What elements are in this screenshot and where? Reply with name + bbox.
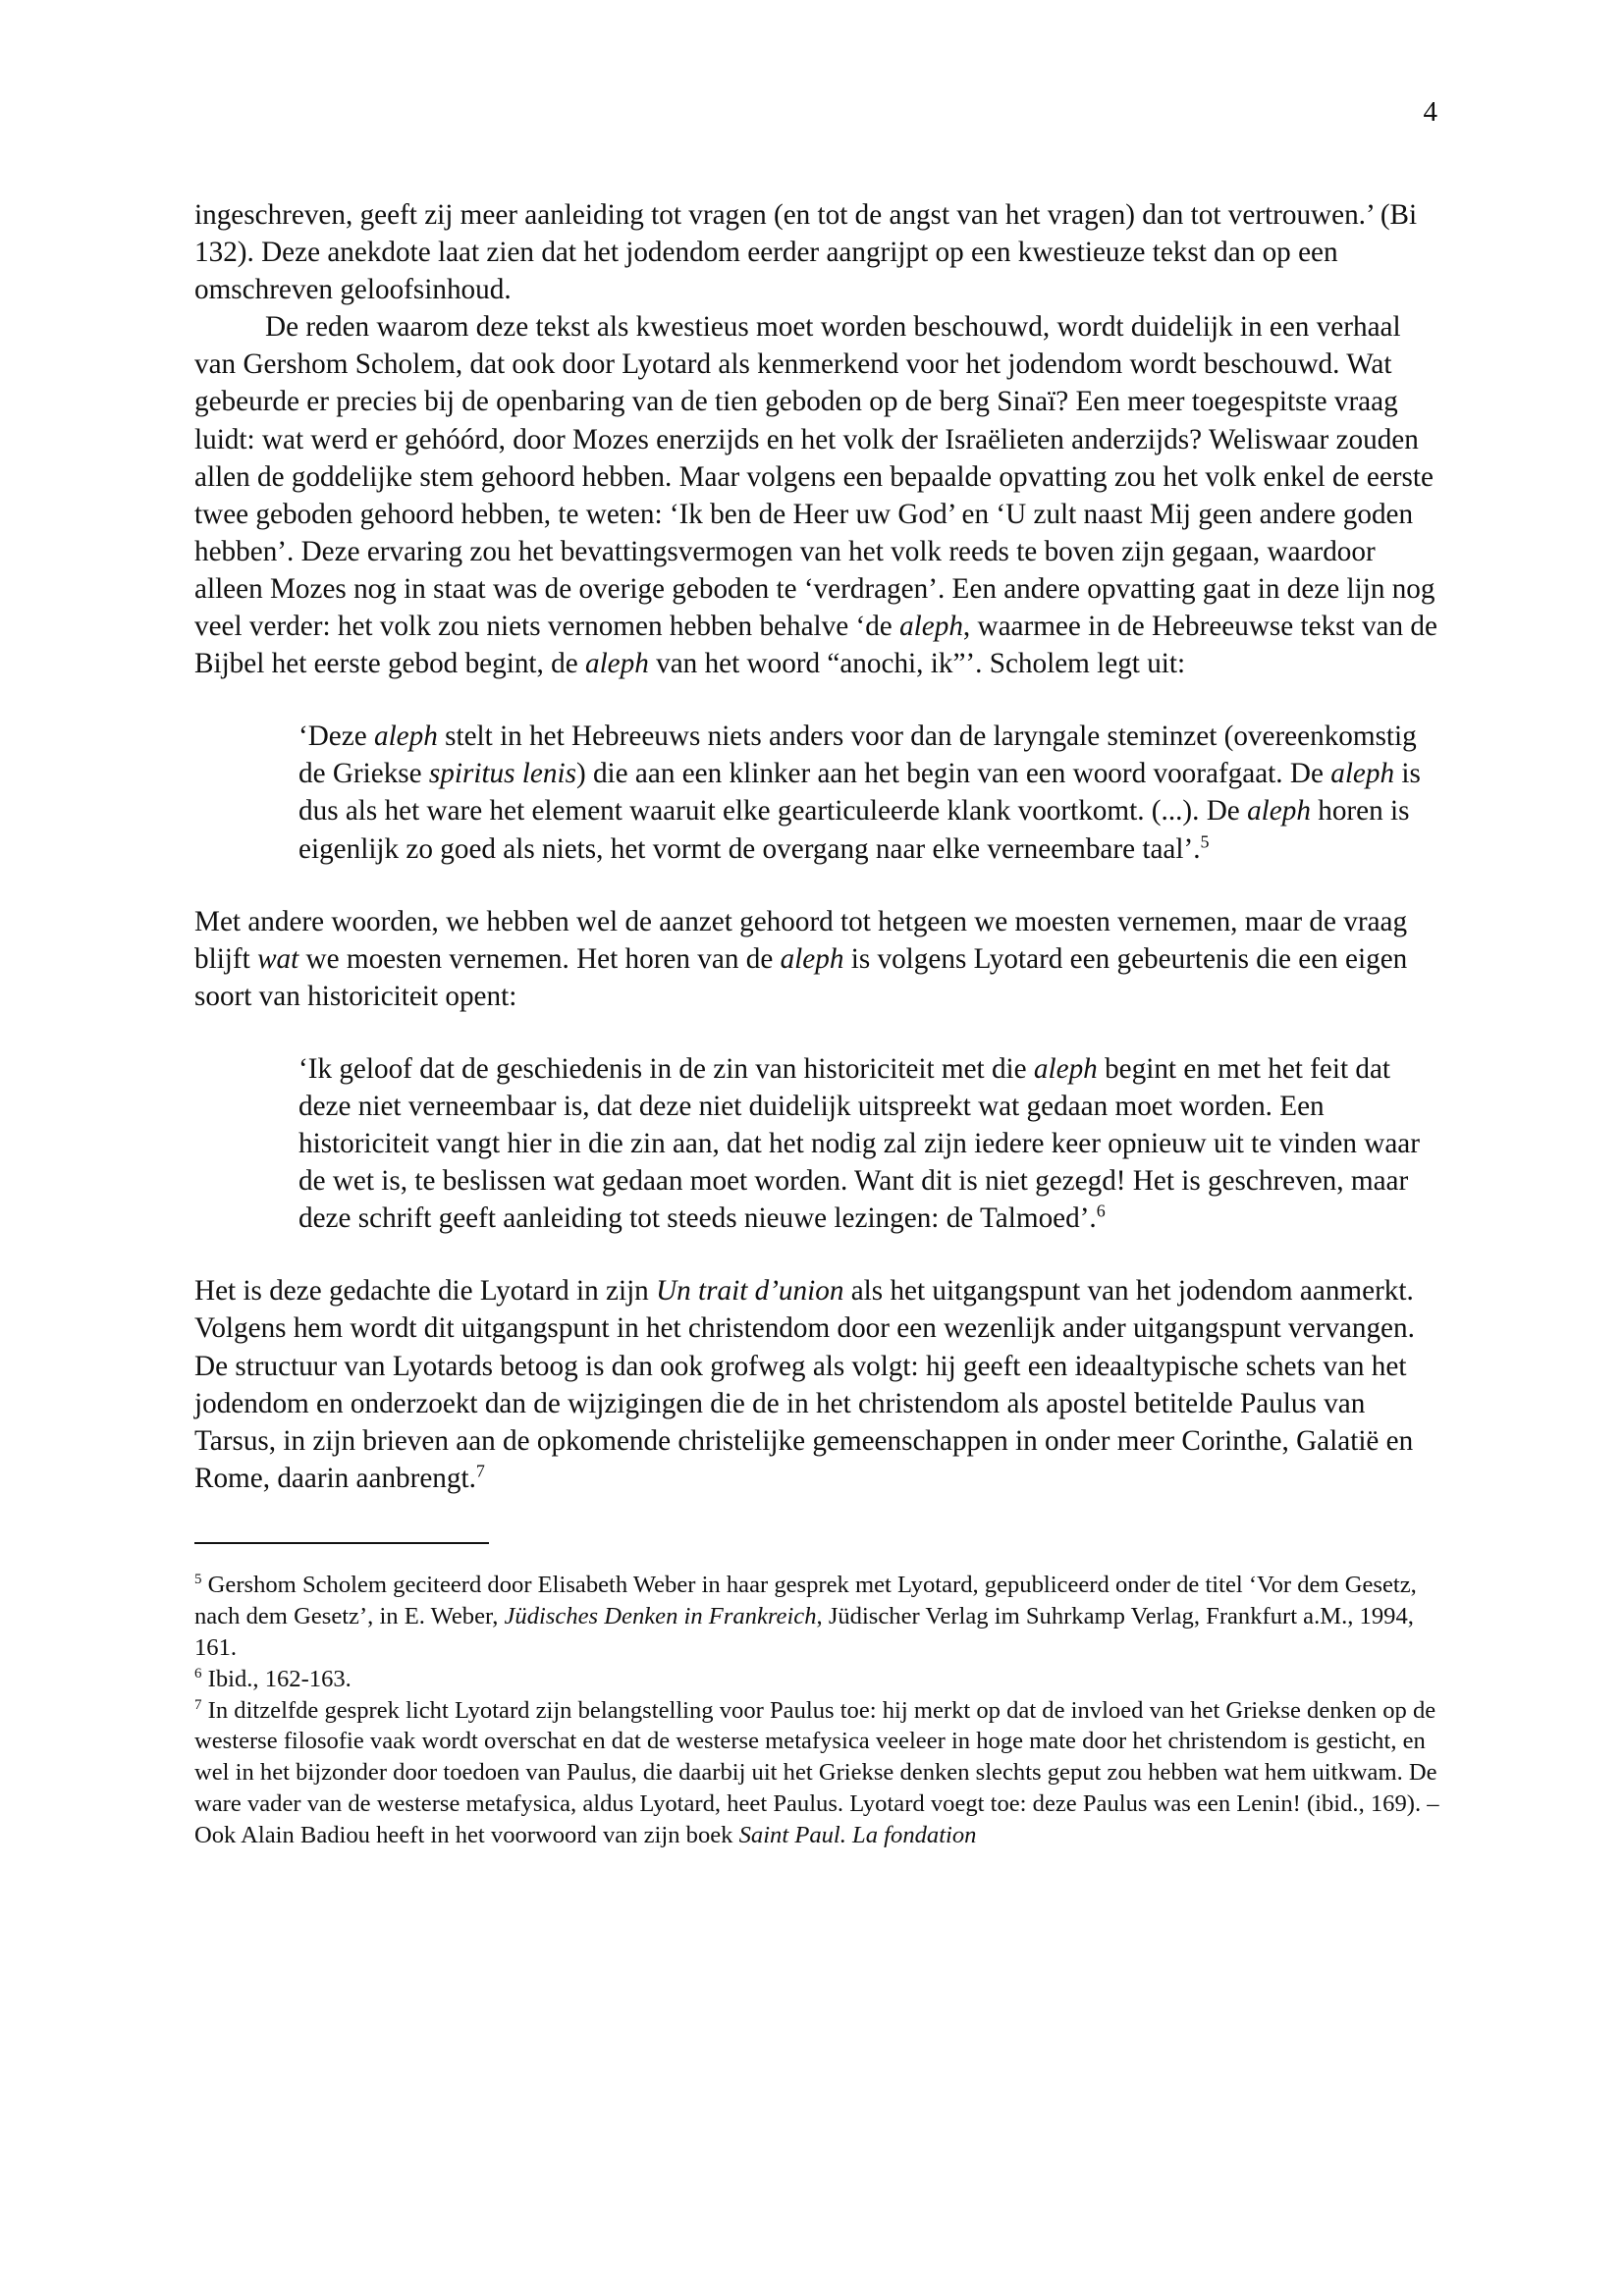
italic-text: Jüdisches Denken in Frankreich (504, 1602, 817, 1629)
text-run: In ditzelfde gesprek licht Lyotard zijn belangstelling voor Paulus toe: hij merkt op dat de invloed van het Griekse denken op de westerse filosofie vaak wordt overschat en dat de westerse metafysica veeleer in hoge mate door het christendom is gesticht, en wel in het bijzonder door toedoen van Paulus, die daarbij uit het Griekse denken slechts geput zou hebben wat hem uitkwam. De ware vader van de westerse metafysica, aldus Lyotard, heet Paulus. Lyotard voegt toe: deze Paulus was een Lenin! (ibid., 169). – Ook Alain Badiou heeft in het voorwoord van zijn boek (194, 1696, 1439, 1849)
footnote-reference: 6 (1096, 1201, 1106, 1221)
block-quote-2 (298, 1050, 1447, 1237)
text-run: ) die aan een klinker aan het begin van een woord voorafgaat. De (575, 758, 1331, 790)
footnote-separator (194, 1542, 489, 1544)
footnote-6 (194, 1664, 1441, 1695)
italic-text: spiritus lenis (428, 758, 576, 790)
block-quote-1 (298, 718, 1447, 867)
footnote-reference: 5 (1200, 830, 1210, 851)
text-run: , Jüdischer Verlag im Suhrkamp Verlag, Frankfurt a.M., 1994, 161. (194, 1602, 1414, 1661)
text-run: van het woord “anochi, ik”’. Scholem legt uit: (648, 648, 1186, 680)
text-run: stelt in het Hebreeuws niets anders voor dan de laryngale steminzet (overeenkomstig de Griekse (298, 721, 1417, 790)
paragraph-4 (194, 1272, 1441, 1497)
footnote-7 (194, 1695, 1441, 1852)
text-run: De reden waarom deze tekst als kwestieus moet worden beschouwd, wordt duidelijk in een verhaal van Gershom Scholem, dat ook door Lyotard als kenmerkend voor het jodendom wordt beschouwd. Wat gebeurde er precies bij de openbaring van de tien geboden op de berg Sinaï? Een meer toegespitste vraag luidt: wat werd er gehóórd, door Mozes enerzijds en het volk der Israëlieten anderzijds? Weliswaar zouden allen de goddelijke stem gehoord hebben. Maar volgens een bepaalde opvatting zou het volk enkel de eerste twee geboden gehoord hebben, te weten: ‘Ik ben de Heer uw God’ en ‘U zult naast Mij geen andere goden hebben’. Deze ervaring zou het bevattingsvermogen van het volk reeds te boven zijn gegaan, waardoor alleen Mozes nog in staat was de overige geboden te ‘verdragen’. Een andere opvatting gaat in deze lijn nog veel verder: het volk zou niets vernomen hebben behalve ‘de (194, 311, 1435, 643)
text-run: Gershom Scholem geciteerd door Elisabeth Weber in haar gesprek met Lyotard, gepubliceerd onder de titel ‘Vor dem Gesetz, nach dem Gesetz’, in E. Weber, (194, 1571, 1417, 1629)
text-run: ‘Deze (298, 721, 374, 753)
text-run: horen is eigenlijk zo goed als niets, het vormt de overgang naar elke verneembare taal’. (298, 795, 1410, 865)
text-run: we moesten vernemen. Het horen van de (298, 942, 781, 975)
italic-text: wat (257, 942, 299, 975)
paragraph-1 (194, 196, 1441, 308)
footnote-reference: 6 (194, 1665, 202, 1682)
paragraph-3 (194, 903, 1441, 1015)
footnote-5 (194, 1570, 1441, 1664)
text-run: als het uitgangspunt van het jodendom aanmerkt. Volgens hem wordt dit uitgangspunt in het christendom door een wezenlijk ander uitgangspunt vervangen. De structuur van Lyotards betoog is dan ook grofweg als volgt: hij geeft een ideaaltypische schets van het jodendom en onderzoekt dan de wijzigingen die de in het christendom als apostel betitelde Paulus van Tarsus, in zijn brieven aan de opkomende christelijke gemeenschappen in onder meer Corinthe, Galatië en Rome, daarin aanbrengt. (194, 1275, 1415, 1494)
italic-text: aleph (780, 942, 844, 975)
text-run: Met andere woorden, we hebben wel de aanzet gehoord tot hetgeen we moesten vernemen, maar de vraag blijft (194, 905, 1408, 975)
text-run: begint en met het feit dat deze niet verneembaar is, dat deze niet duidelijk uitspreekt wat gedaan moet worden. Een historiciteit vangt hier in die zin aan, dat het nodig zal zijn iedere keer opnieuw uit te vinden waar de wet is, te beslissen wat gedaan moet worden. Want dit is niet gezegd! Het is geschreven, maar deze schrift geeft aanleiding tot steeds nieuwe lezingen: de Talmoed’. (298, 1052, 1420, 1235)
italic-text: aleph (1033, 1052, 1098, 1085)
page-content (194, 196, 1441, 1851)
page-number: 4 (1423, 96, 1437, 128)
paragraph-2 (194, 308, 1441, 682)
italic-text: aleph (1247, 795, 1311, 828)
text-run: Ibid., 162-163. (201, 1665, 352, 1692)
text-run: ‘Ik geloof dat de geschiedenis in de zin van historiciteit met die (298, 1052, 1034, 1085)
footnote-reference: 7 (194, 1696, 202, 1713)
italic-text: aleph (899, 611, 963, 643)
italic-text: aleph (373, 721, 438, 753)
text-run: is volgens Lyotard een gebeurtenis die een eigen soort van historiciteit opent: (194, 942, 1408, 1012)
footnote-reference: 5 (194, 1571, 202, 1587)
text-run: , waarmee in de Hebreeuwse tekst van de Bijbel het eerste gebod begint, de (194, 611, 1437, 680)
italic-text: aleph (584, 648, 649, 680)
text-run: Het is deze gedachte die Lyotard in zijn (194, 1275, 657, 1308)
footnote-reference: 7 (475, 1461, 485, 1481)
italic-text: Saint Paul. La fondation (738, 1822, 977, 1849)
italic-text: aleph (1330, 758, 1395, 790)
italic-text: Un trait d’union (656, 1275, 844, 1308)
text-run: is dus als het ware het element waaruit elke gearticuleerde klank voortkomt. (...). De (298, 758, 1421, 828)
text-run: ingeschreven, geeft zij meer aanleiding tot vragen (en tot de angst van het vragen) dan tot vertrouwen.’ (Bi 132). Deze anekdote laat zien dat het jodendom eerder aangrijpt op een kwestieuze tekst dan op een omschreven geloofsinhoud. (194, 199, 1418, 306)
